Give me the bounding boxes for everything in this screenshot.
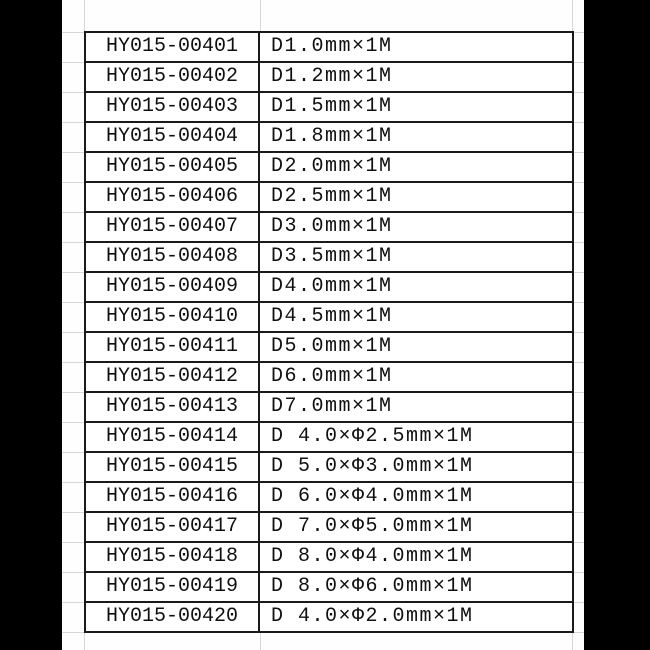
spec-cell[interactable]: D4.0mm×1M	[271, 275, 393, 298]
table-row	[86, 93, 572, 123]
table-row	[86, 303, 572, 333]
spec-cell[interactable]: D1.2mm×1M	[271, 65, 393, 88]
table-row	[86, 363, 572, 393]
spec-cell[interactable]: D1.0mm×1M	[271, 35, 393, 58]
spec-cell[interactable]: D1.8mm×1M	[271, 125, 393, 148]
spec-cell[interactable]: D1.5mm×1M	[271, 95, 393, 118]
spec-cell[interactable]: D 6.0×Φ4.0mm×1M	[271, 485, 474, 508]
spec-cell[interactable]: D7.0mm×1M	[271, 395, 393, 418]
part-number-cell[interactable]: HY015-00403	[86, 93, 260, 121]
part-number-cell[interactable]: HY015-00417	[86, 513, 260, 541]
part-number-cell[interactable]: HY015-00406	[86, 183, 260, 211]
table-row	[86, 153, 572, 183]
table-row	[86, 393, 572, 423]
spec-cell[interactable]: D4.5mm×1M	[271, 305, 393, 328]
table-row	[86, 603, 572, 631]
table-row	[86, 573, 572, 603]
part-number-cell[interactable]: HY015-00415	[86, 453, 260, 481]
spec-cell[interactable]: D2.5mm×1M	[271, 185, 393, 208]
table-row	[86, 243, 572, 273]
table-row	[86, 273, 572, 303]
spec-cell[interactable]: D6.0mm×1M	[271, 365, 393, 388]
table-row	[86, 33, 572, 63]
part-number-cell[interactable]: HY015-00407	[86, 213, 260, 241]
part-number-cell[interactable]: HY015-00413	[86, 393, 260, 421]
table-row	[86, 213, 572, 243]
table-row	[86, 543, 572, 573]
spec-cell[interactable]: D 8.0×Φ6.0mm×1M	[271, 575, 474, 598]
table-row	[86, 333, 572, 363]
part-number-cell[interactable]: HY015-00419	[86, 573, 260, 601]
part-number-cell[interactable]: HY015-00408	[86, 243, 260, 271]
part-number-cell[interactable]: HY015-00416	[86, 483, 260, 511]
spec-cell[interactable]: D 8.0×Φ4.0mm×1M	[271, 545, 474, 568]
part-number-cell[interactable]: HY015-00414	[86, 423, 260, 451]
right-black-mask	[584, 0, 650, 650]
part-number-cell[interactable]: HY015-00412	[86, 363, 260, 391]
table-row	[86, 483, 572, 513]
spec-cell[interactable]: D3.5mm×1M	[271, 245, 393, 268]
spec-cell[interactable]: D5.0mm×1M	[271, 335, 393, 358]
table-row	[86, 453, 572, 483]
part-number-cell[interactable]: HY015-00405	[86, 153, 260, 181]
part-number-cell[interactable]: HY015-00420	[86, 603, 260, 631]
spec-cell[interactable]: D2.0mm×1M	[271, 155, 393, 178]
part-number-cell[interactable]: HY015-00402	[86, 63, 260, 91]
table-row	[86, 513, 572, 543]
spec-cell[interactable]: D 4.0×Φ2.5mm×1M	[271, 425, 474, 448]
table-row	[86, 423, 572, 453]
spec-cell[interactable]: D 5.0×Φ3.0mm×1M	[271, 455, 474, 478]
spec-cell[interactable]: D 7.0×Φ5.0mm×1M	[271, 515, 474, 538]
part-number-cell[interactable]: HY015-00409	[86, 273, 260, 301]
part-number-cell[interactable]: HY015-00401	[86, 33, 260, 61]
parts-table	[84, 31, 574, 633]
part-number-cell[interactable]: HY015-00411	[86, 333, 260, 361]
spec-cell[interactable]: D 4.0×Φ2.0mm×1M	[271, 605, 474, 628]
table-row	[86, 183, 572, 213]
part-number-cell[interactable]: HY015-00418	[86, 543, 260, 571]
spec-cell[interactable]: D3.0mm×1M	[271, 215, 393, 238]
part-number-cell[interactable]: HY015-00404	[86, 123, 260, 151]
table-row	[86, 123, 572, 153]
table-row	[86, 63, 572, 93]
part-number-cell[interactable]: HY015-00410	[86, 303, 260, 331]
left-black-mask	[0, 0, 62, 650]
